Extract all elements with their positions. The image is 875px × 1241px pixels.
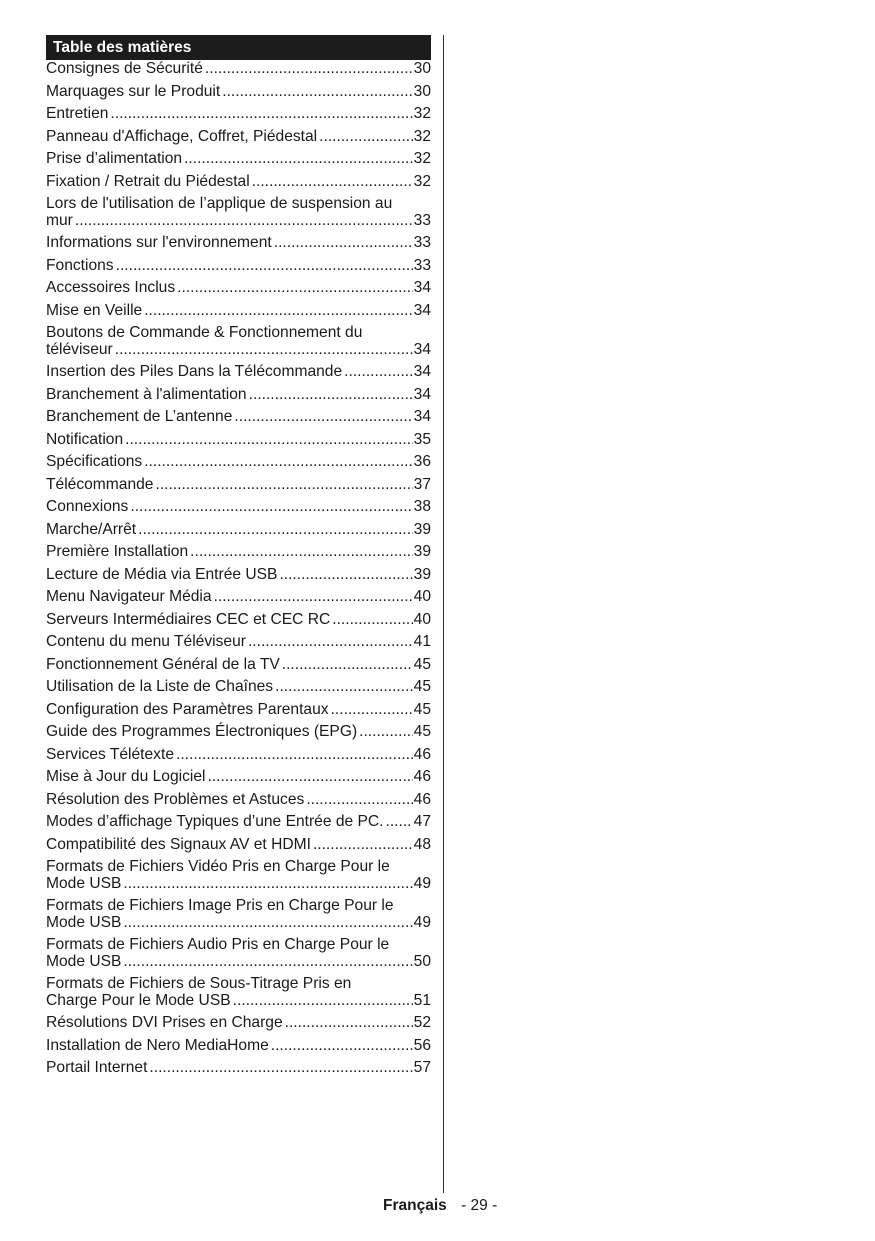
toc-dot-leader bbox=[123, 876, 412, 893]
toc-dot-leader bbox=[344, 364, 412, 381]
toc-entry-title: Mode USB bbox=[46, 952, 122, 970]
toc-entry-page: 49 bbox=[413, 874, 431, 892]
toc-entry-title-line1: Lors de l'utilisation de l’applique de suspension au bbox=[46, 195, 393, 212]
toc-dot-leader bbox=[331, 702, 413, 719]
toc-entry-page: 49 bbox=[413, 913, 431, 931]
toc-entry-page: 45 bbox=[413, 655, 431, 673]
toc-entry[interactable] bbox=[46, 280, 431, 297]
toc-dot-leader bbox=[116, 258, 413, 275]
toc-entry-title: Guide des Programmes Électroniques (EPG) bbox=[46, 723, 358, 740]
toc-entry-title: Panneau d'Affichage, Coffret, Piédestal bbox=[46, 127, 318, 145]
toc-entry-page: 34 bbox=[413, 363, 431, 380]
toc-entry-page: 34 bbox=[413, 301, 431, 319]
toc-entry-page: 30 bbox=[413, 82, 431, 100]
toc-entry-title-line1: Boutons de Commande & Fonctionnement du bbox=[46, 324, 363, 341]
toc-entry[interactable] bbox=[46, 454, 431, 471]
toc-entry-title: Modes d’affichage Typiques d’une Entrée de PC. bbox=[46, 813, 384, 830]
toc-entry-title: Services Télétexte bbox=[46, 745, 174, 763]
toc-dot-leader bbox=[319, 129, 412, 146]
toc-entry[interactable] bbox=[46, 235, 431, 252]
toc-entry-page: 48 bbox=[413, 835, 431, 853]
toc-entry-page: 32 bbox=[413, 127, 431, 145]
toc-dot-leader bbox=[233, 993, 413, 1010]
toc-entry-page: 34 bbox=[413, 385, 431, 403]
toc-entry[interactable] bbox=[46, 1038, 431, 1055]
toc-entry-title-line1: Formats de Fichiers de Sous-Titrage Pris en bbox=[46, 975, 352, 992]
toc-entry-title-line1: Formats de Fichiers Audio Pris en Charge Pour le bbox=[46, 936, 390, 953]
toc-entry[interactable] bbox=[46, 769, 431, 786]
toc-entry-title: Lecture de Média via Entrée USB bbox=[46, 565, 278, 583]
toc-dot-leader bbox=[123, 915, 412, 932]
toc-entry-page: 33 bbox=[413, 211, 431, 229]
toc-entry-title: Connexions bbox=[46, 498, 129, 515]
toc-entry[interactable] bbox=[46, 612, 431, 629]
toc-entry-title-line1: Formats de Fichiers Image Pris en Charge Pour le bbox=[46, 897, 394, 914]
toc-entry-title: Mise en Veille bbox=[46, 301, 143, 319]
toc-entry-page: 38 bbox=[413, 498, 431, 515]
footer-language: Français bbox=[383, 1197, 447, 1214]
toc-entry-title: Informations sur l'environnement bbox=[46, 234, 272, 251]
toc-dot-leader bbox=[313, 837, 413, 854]
toc-entry-title: téléviseur bbox=[46, 340, 113, 358]
toc-entry[interactable] bbox=[46, 792, 431, 809]
toc-dot-leader bbox=[75, 213, 413, 230]
toc-dot-leader bbox=[190, 544, 412, 561]
toc-entry[interactable] bbox=[46, 499, 431, 516]
toc-dot-leader bbox=[249, 387, 413, 404]
toc-entry[interactable] bbox=[46, 1060, 431, 1077]
toc-entry-page: 35 bbox=[413, 430, 431, 448]
toc-dot-leader bbox=[144, 303, 412, 320]
toc-dot-leader bbox=[279, 567, 412, 584]
toc-entry-title: Première Installation bbox=[46, 543, 189, 560]
toc-dot-leader bbox=[386, 814, 413, 831]
toc-dot-leader bbox=[177, 280, 413, 297]
toc-entry-title: Résolution des Problèmes et Astuces bbox=[46, 790, 305, 808]
toc-entry-page: 33 bbox=[413, 234, 431, 251]
toc-dot-leader bbox=[222, 84, 412, 101]
toc-entry-title: Installation de Nero MediaHome bbox=[46, 1036, 269, 1054]
toc-dot-leader bbox=[332, 612, 412, 629]
toc-entry[interactable] bbox=[46, 522, 431, 539]
toc-entry-page: 40 bbox=[413, 588, 431, 605]
toc-entry-title: Marquages sur le Produit bbox=[46, 82, 221, 100]
toc-entry-page: 33 bbox=[413, 256, 431, 274]
toc-dot-leader bbox=[285, 1015, 413, 1032]
toc-entry-page: 36 bbox=[413, 453, 431, 470]
toc-entry-page: 40 bbox=[413, 610, 431, 628]
toc-entry-title: Portail Internet bbox=[46, 1059, 148, 1076]
toc-entry-page: 46 bbox=[413, 768, 431, 785]
toc-entry-page: 46 bbox=[413, 790, 431, 808]
toc-entry-page: 45 bbox=[413, 700, 431, 718]
toc-entry-page: 56 bbox=[413, 1036, 431, 1054]
toc-entry-title: Entretien bbox=[46, 105, 109, 122]
toc-dot-leader bbox=[214, 589, 413, 606]
toc-entry-title: Accessoires Inclus bbox=[46, 279, 176, 296]
toc-entry-page: 37 bbox=[413, 475, 431, 493]
toc-entry-title: Mode USB bbox=[46, 874, 122, 892]
toc-entry-title: Spécifications bbox=[46, 453, 143, 470]
toc-entry[interactable] bbox=[46, 1015, 431, 1032]
toc-entry[interactable] bbox=[46, 303, 431, 320]
toc-entry-page: 46 bbox=[413, 745, 431, 763]
toc-entry-title: mur bbox=[46, 211, 73, 229]
toc-dot-leader bbox=[123, 954, 412, 971]
toc-entry-page: 32 bbox=[413, 172, 431, 190]
toc-entry-page: 34 bbox=[413, 279, 431, 296]
toc-entry-page: 45 bbox=[413, 678, 431, 695]
toc-dot-leader bbox=[275, 679, 413, 696]
toc-entry-page: 57 bbox=[413, 1059, 431, 1076]
toc-entry[interactable] bbox=[46, 837, 431, 854]
toc-entry[interactable] bbox=[46, 196, 431, 229]
toc-entry[interactable] bbox=[46, 589, 431, 606]
toc-dot-leader bbox=[359, 724, 413, 741]
toc-entry[interactable] bbox=[46, 477, 431, 494]
toc-entry-page: 34 bbox=[413, 408, 431, 425]
toc-entry[interactable] bbox=[46, 702, 431, 719]
toc-entry-page: 34 bbox=[413, 340, 431, 358]
toc-entry[interactable] bbox=[46, 657, 431, 674]
toc-dot-leader bbox=[110, 106, 412, 123]
toc-entry-title: Prise d’alimentation bbox=[46, 150, 183, 167]
toc-entry-title: Utilisation de la Liste de Chaînes bbox=[46, 678, 274, 695]
toc-entry[interactable] bbox=[46, 409, 431, 426]
toc-entry-title: Mise à Jour du Logiciel bbox=[46, 768, 206, 785]
toc-entry[interactable] bbox=[46, 814, 431, 831]
toc-entry[interactable] bbox=[46, 387, 431, 404]
toc-entry[interactable] bbox=[46, 84, 431, 101]
toc-entry-title: Mode USB bbox=[46, 913, 122, 931]
toc-dot-leader bbox=[271, 1038, 413, 1055]
toc-dot-leader bbox=[274, 235, 413, 252]
toc-entry-page: 39 bbox=[413, 565, 431, 583]
toc-entry-title: Contenu du menu Téléviseur bbox=[46, 633, 246, 650]
toc-dot-leader bbox=[234, 409, 412, 426]
toc-dot-leader bbox=[130, 499, 412, 516]
toc-entry-title: Configuration des Paramètres Parentaux bbox=[46, 700, 329, 718]
toc-entry[interactable] bbox=[46, 747, 431, 764]
toc-dot-leader bbox=[282, 657, 413, 674]
toc-title: Table des matières bbox=[46, 35, 431, 60]
toc-entry-title: Insertion des Piles Dans la Télécommande bbox=[46, 363, 343, 380]
toc-entry-page: 39 bbox=[413, 543, 431, 560]
toc-entry-page: 41 bbox=[413, 633, 431, 650]
toc-entry[interactable] bbox=[46, 432, 431, 449]
toc-entry-title: Télécommande bbox=[46, 475, 154, 493]
toc-entry[interactable] bbox=[46, 937, 431, 970]
toc-entry-page: 39 bbox=[413, 520, 431, 538]
toc-dot-leader bbox=[205, 61, 413, 78]
toc-entry[interactable] bbox=[46, 61, 431, 78]
toc-entry-title: Compatibilité des Signaux AV et HDMI bbox=[46, 835, 311, 853]
toc-entry-title: Notification bbox=[46, 430, 124, 448]
toc-entry-title: Fonctions bbox=[46, 256, 114, 274]
toc-entry-page: 47 bbox=[413, 813, 431, 830]
toc-entry-page: 30 bbox=[413, 60, 431, 77]
toc-dot-leader bbox=[184, 151, 413, 168]
toc-entry[interactable] bbox=[46, 544, 431, 561]
toc-entry-page: 32 bbox=[413, 105, 431, 122]
toc-entry[interactable] bbox=[46, 567, 431, 584]
toc-dot-leader bbox=[176, 747, 413, 764]
toc-entry[interactable] bbox=[46, 724, 431, 741]
toc-entry[interactable] bbox=[46, 151, 431, 168]
toc-entry[interactable] bbox=[46, 174, 431, 191]
toc-entry-title: Menu Navigateur Média bbox=[46, 588, 212, 605]
toc-entry[interactable] bbox=[46, 106, 431, 123]
toc-entry-page: 52 bbox=[413, 1014, 431, 1031]
toc-dot-leader bbox=[144, 454, 412, 471]
page-footer bbox=[383, 1197, 497, 1215]
toc-entry[interactable] bbox=[46, 976, 431, 1009]
toc-entry-title: Charge Pour le Mode USB bbox=[46, 991, 231, 1009]
footer-page-number: - 29 - bbox=[461, 1197, 498, 1214]
toc-entry-title: Fonctionnement Général de la TV bbox=[46, 655, 280, 673]
toc-entry[interactable] bbox=[46, 634, 431, 651]
toc-entry[interactable] bbox=[46, 679, 431, 696]
toc-dot-leader bbox=[248, 634, 413, 651]
toc-entry[interactable] bbox=[46, 129, 431, 146]
toc-dot-leader bbox=[208, 769, 413, 786]
column-divider bbox=[443, 35, 444, 1193]
toc-dot-leader bbox=[138, 522, 413, 539]
toc-entry-title-line1: Formats de Fichiers Vidéo Pris en Charge Pour le bbox=[46, 858, 390, 875]
toc-entry-page: 50 bbox=[413, 952, 431, 970]
toc-entry-page: 32 bbox=[413, 150, 431, 167]
toc-entry-title: Serveurs Intermédiaires CEC et CEC RC bbox=[46, 610, 331, 628]
toc-entry-title: Résolutions DVI Prises en Charge bbox=[46, 1014, 283, 1031]
toc-entry[interactable] bbox=[46, 325, 431, 358]
toc-dot-leader bbox=[155, 477, 412, 494]
toc-dot-leader bbox=[252, 174, 413, 191]
toc-entry-title: Branchement à l'alimentation bbox=[46, 385, 247, 403]
toc-entry[interactable] bbox=[46, 859, 431, 892]
toc-dot-leader bbox=[125, 432, 413, 449]
toc-dot-leader bbox=[149, 1060, 412, 1077]
toc-dot-leader bbox=[306, 792, 412, 809]
toc-entry-title: Branchement de L’antenne bbox=[46, 408, 233, 425]
toc-entries bbox=[46, 61, 431, 1077]
toc-entry-title: Consignes de Sécurité bbox=[46, 60, 203, 77]
toc-entry-title: Marche/Arrêt bbox=[46, 520, 137, 538]
toc-entry-page: 51 bbox=[413, 991, 431, 1009]
toc-entry[interactable] bbox=[46, 364, 431, 381]
table-of-contents bbox=[46, 35, 431, 1083]
toc-dot-leader bbox=[115, 342, 413, 359]
toc-entry[interactable] bbox=[46, 258, 431, 275]
toc-entry[interactable] bbox=[46, 898, 431, 931]
toc-entry-title: Fixation / Retrait du Piédestal bbox=[46, 172, 250, 190]
toc-entry-page: 45 bbox=[413, 723, 431, 740]
